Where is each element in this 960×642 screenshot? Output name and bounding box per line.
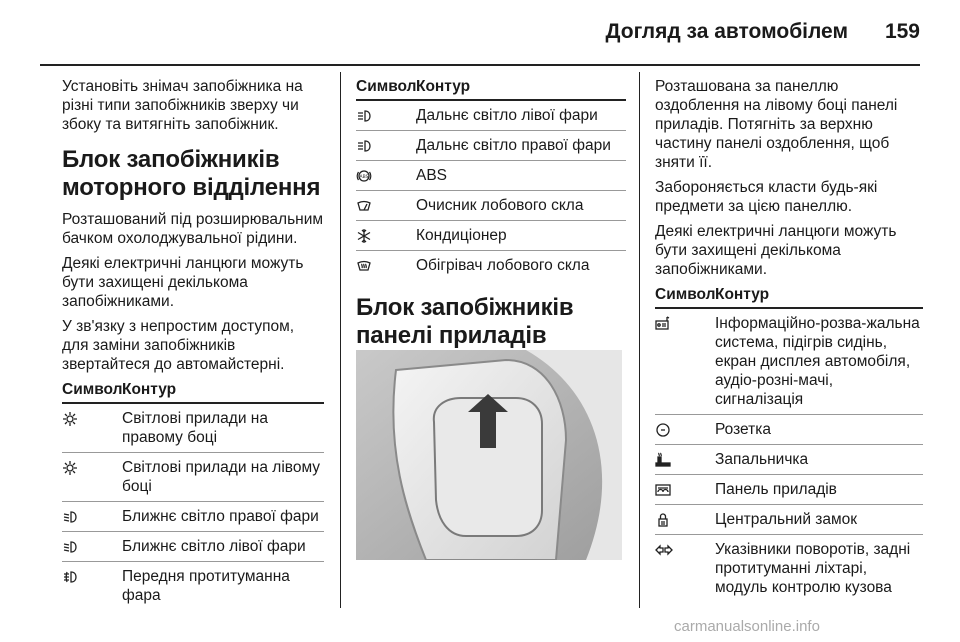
table-row xyxy=(356,161,626,191)
table-row xyxy=(655,475,923,505)
low-beam-right-icon xyxy=(62,507,122,526)
air-conditioning-icon xyxy=(356,226,416,245)
turn-signal-icon xyxy=(655,540,715,597)
table-row xyxy=(655,535,923,602)
table-header xyxy=(655,285,923,309)
row-text: Світлові прилади на лівому боці xyxy=(122,459,321,495)
engine-fuse-location: Розташований під розширювальним бачком охолоджувальної рідини. xyxy=(62,211,324,247)
svg-text:ABS: ABS xyxy=(359,174,369,180)
windshield-heater-icon xyxy=(356,256,416,275)
engine-fuse-table xyxy=(62,380,324,610)
row-text: Передня протитуманна фара xyxy=(122,568,290,604)
column-divider-left xyxy=(340,72,341,608)
watermark: carmanualsonline.info xyxy=(674,618,820,635)
engine-fuse-table-continued xyxy=(356,77,626,280)
row-text: Ближнє світло правої фари xyxy=(122,508,319,525)
instrument-fuse-location: Розташована за панеллю оздоблення на лівому боці панелі приладів. Потягніть за верхню частину панелі оздоблення, щоб зняти її. xyxy=(655,78,898,171)
page-number: 159 xyxy=(884,20,920,43)
row-text: Світлові прилади на правому боці xyxy=(122,410,268,446)
row-text: Розетка xyxy=(715,421,771,438)
row-text: ABS xyxy=(416,167,448,184)
col-symbol-header: Символ xyxy=(356,78,417,95)
page-header xyxy=(0,0,960,66)
table-row xyxy=(62,404,324,453)
cigarette-lighter-icon xyxy=(655,450,715,469)
row-text: Очисник лобового скла xyxy=(416,197,584,214)
low-beam-left-icon xyxy=(62,537,122,556)
infotainment-icon xyxy=(655,314,715,409)
column-3 xyxy=(655,77,923,602)
row-text: Панель приладів xyxy=(715,481,837,498)
table-row xyxy=(655,445,923,475)
abs-icon xyxy=(356,166,416,185)
table-header xyxy=(356,77,626,101)
table-row xyxy=(356,101,626,131)
col-symbol-header: Символ xyxy=(655,286,716,303)
instrument-panel-icon xyxy=(655,480,715,499)
table-row xyxy=(62,502,324,532)
high-beam-right-icon xyxy=(356,136,416,155)
table-row xyxy=(62,532,324,562)
table-row xyxy=(655,505,923,535)
row-text: Ближнє світло лівої фари xyxy=(122,538,306,555)
table-header xyxy=(62,380,324,404)
row-text: Обігрівач лобового скла xyxy=(416,257,590,274)
engine-fuse-heading: Блок запобіжників моторного відділення xyxy=(62,146,321,201)
engine-fuse-note: Деякі електричні ланцюги можуть бути захищені декількома запобіжниками. xyxy=(62,255,304,310)
table-row xyxy=(356,191,626,221)
row-text: Центральний замок xyxy=(715,511,858,528)
table-row xyxy=(356,251,626,280)
row-text: Кондиціонер xyxy=(416,227,507,244)
row-text: Указівники поворотів, задні протитуманні ліхтарі, модуль контролю кузова xyxy=(715,541,911,596)
windshield-wiper-icon xyxy=(356,196,416,215)
header-title: Догляд за автомобілем xyxy=(605,20,848,43)
fuse-panel-illustration xyxy=(356,350,622,560)
col-circuit-header: Контур xyxy=(122,381,177,398)
table-row xyxy=(356,131,626,161)
column-2 xyxy=(356,77,626,358)
power-outlet-icon xyxy=(655,420,715,439)
engine-fuse-access: У зв'язку з непростим доступом, для заміни запобіжників звертайтеся до автомайстерні. xyxy=(62,318,295,373)
instrument-fuse-note: Деякі електричні ланцюги можуть бути захищені декількома запобіжниками. xyxy=(655,223,897,278)
col-symbol-header: Символ xyxy=(62,381,123,398)
column-divider-right xyxy=(639,72,640,608)
table-row xyxy=(62,453,324,502)
table-row xyxy=(356,221,626,251)
col-circuit-header: Контур xyxy=(416,78,471,95)
row-text: Дальнє світло лівої фари xyxy=(416,107,598,124)
central-lock-icon xyxy=(655,510,715,529)
front-fog-light-icon xyxy=(62,567,122,605)
instrument-fuse-table xyxy=(655,285,923,602)
high-beam-left-icon xyxy=(356,106,416,125)
instrument-fuse-heading: Блок запобіжників панелі приладів xyxy=(356,294,574,349)
left-parking-light-icon xyxy=(62,458,122,496)
instrument-fuse-warning: Забороняється класти будь-які предмети за цією панеллю. xyxy=(655,179,878,215)
table-row xyxy=(655,415,923,445)
intro-paragraph: Установіть знімач запобіжника на різні типи запобіжників зверху чи збоку та витягніть запобіжник. xyxy=(62,78,303,133)
row-text: Дальнє світло правої фари xyxy=(416,137,611,154)
table-row xyxy=(62,562,324,610)
table-row xyxy=(655,309,923,415)
column-1 xyxy=(62,77,324,610)
right-parking-light-icon xyxy=(62,409,122,447)
header-rule xyxy=(40,64,920,66)
row-text: Запальничка xyxy=(715,451,809,468)
col-circuit-header: Контур xyxy=(715,286,770,303)
row-text: Інформаційно-розва-жальна система, підігрів сидінь, екран дисплея автомобіля, аудіо-розні-мачі, сигналізація xyxy=(715,315,920,408)
